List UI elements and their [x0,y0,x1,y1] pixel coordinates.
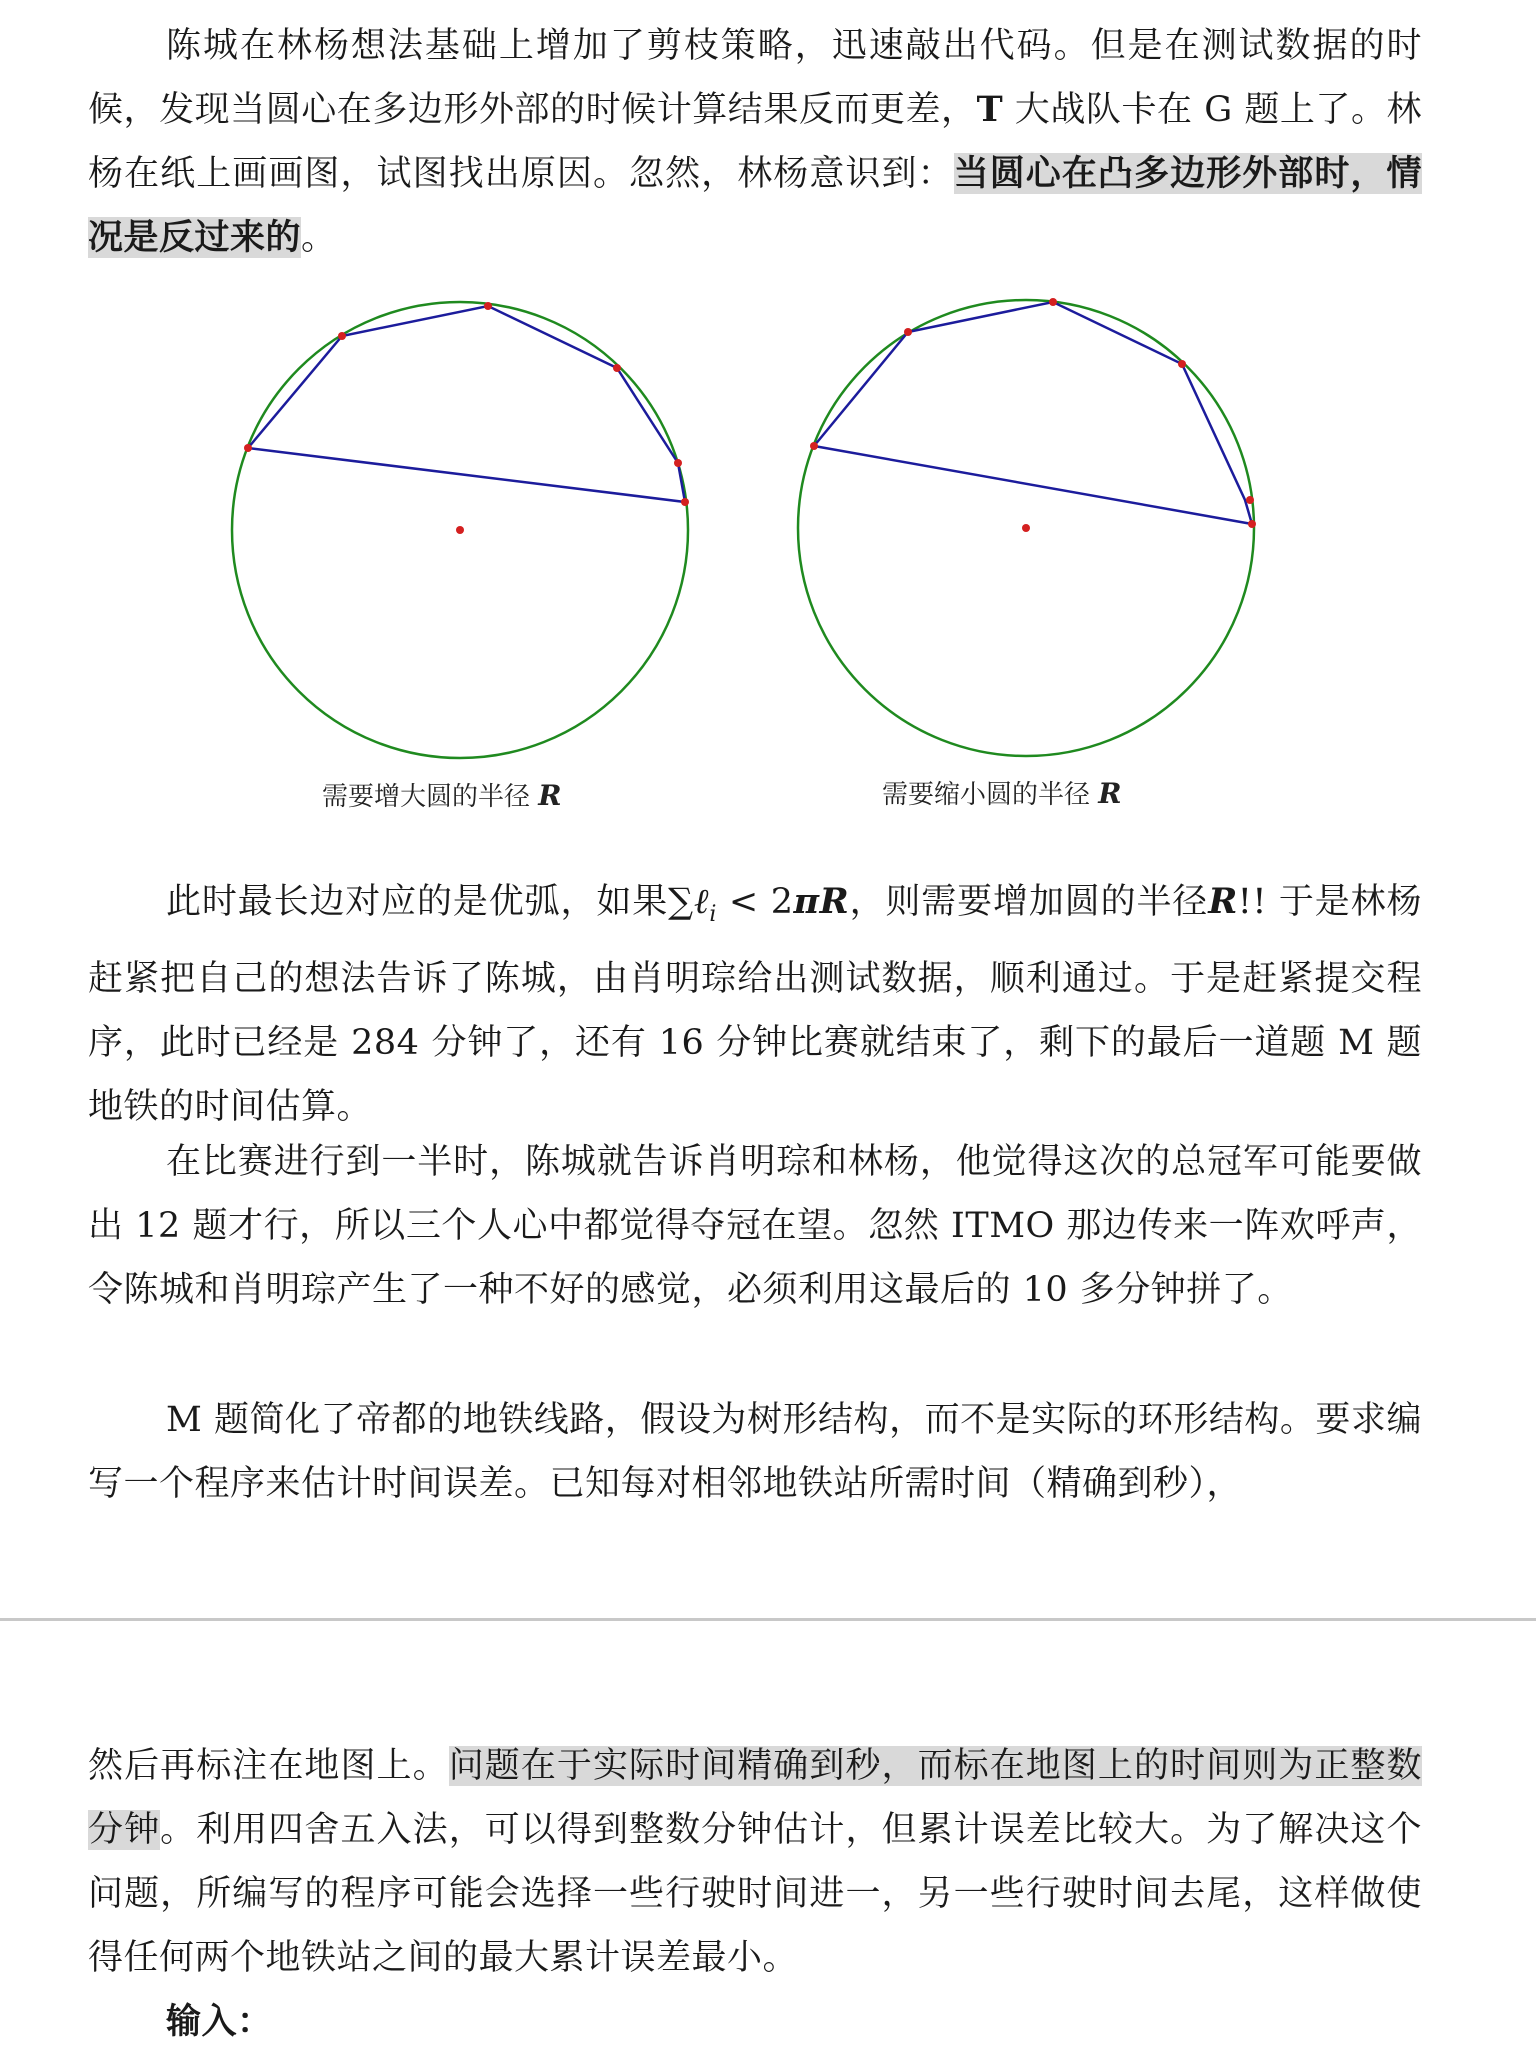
left-caption-radius: R [538,779,562,812]
formula-pi: π [793,881,820,922]
input-heading: 输入： [166,2001,273,2042]
right-center-point [1022,524,1030,532]
p1-bold-t: T [976,89,1004,130]
left-diagram [232,302,689,758]
p5-text-b: 。利用四舍五入法，可以得到整数分钟估计，但累计误差比较大。为了解决这个问题，所编写的程序可能会选择一些行驶时间进一，另一些行驶时间去尾，这样做使得任何两个地铁站之间的最大累计误差最小。 [88,1810,1422,1978]
left-caption [322,776,562,813]
p2-text-b: ，则需要增加圆的半径 [849,882,1209,922]
p5-text-a: 然后再标注在地图上。 [88,1746,449,1786]
formula-sum: ∑ℓ [668,882,710,922]
formula-lt: < 2 [716,882,794,922]
formula-sub: i [709,902,717,927]
right-vertex [1248,520,1256,528]
right-points [810,298,1256,532]
formula-r: R [819,881,850,922]
right-vertex [904,328,912,336]
paragraph-5 [88,1734,1422,1990]
right-polygon [814,302,1252,524]
p1-highlight: 当圆心在凸多边形外部时，情况是反过来的 [88,153,1422,258]
right-caption-radius: R [1098,777,1122,810]
right-vertex [1246,496,1254,504]
p2-text-a: 此时最长边对应的是优弧，如果 [166,882,669,922]
left-caption-text: 需要增大圆的半径 [322,782,531,812]
p2-text-c: !! 于是林杨赶紧把自己的想法告诉了陈城，由肖明琮给出测试数据，顺利通过。于是赶紧提交程序，此时已经是 284 分钟了，还有 16 分钟比赛就结束了，剩下的最后一道题 M 题地铁的时间估算。 [88,882,1422,1127]
right-vertex [810,442,818,450]
left-center-point [456,526,464,534]
circle-figure [0,286,1536,826]
right-caption [882,774,1122,811]
left-vertex [674,459,682,467]
p1-text-c: 。 [301,218,337,258]
p1-text-a: 陈城在林杨想法基础上增加了剪枝策略，迅速敲出代码。但是在测试数据的时候，发现当圆心在多边形外部的时候计算结果反而更差， [88,26,1422,130]
left-vertex [613,364,621,372]
paragraph-2 [88,870,1422,1139]
p5-highlight: 问题在于实际时间精确到秒，而标在地图上的时间则为正整数分钟 [88,1746,1422,1850]
right-caption-text: 需要缩小圆的半径 [882,780,1091,810]
page-divider [0,1618,1536,1621]
left-vertex [681,498,689,506]
paragraph-3: 在比赛进行到一半时，陈城就告诉肖明琮和林杨，他觉得这次的总冠军可能要做出 12 题才行，所以三个人心中都觉得夺冠在望。忽然 ITMO 那边传来一阵欢呼声，令陈城和肖明琮产生了一种不好的感觉，必须利用这最后的 10 多分钟拼了。 [88,1142,1422,1310]
right-diagram [798,298,1256,756]
right-vertex [1049,298,1057,306]
paragraph-1 [88,14,1422,270]
left-polygon [248,306,685,502]
p2-radius-r: R [1208,881,1238,922]
left-vertex [244,444,252,452]
left-points [244,302,689,534]
page-bottom [0,1624,1536,2048]
paragraph-4: M 题简化了帝都的地铁线路，假设为树形结构，而不是实际的环形结构。要求编写一个程序来估计时间误差。已知每对相邻地铁站所需时间（精确到秒）， [88,1400,1422,1504]
p1-text-b: 大战队卡在 G 题上了。林杨在纸上画画图，试图找出原因。忽然，林杨意识到： [88,90,1422,194]
figure-svg [0,286,1536,826]
left-vertex [484,302,492,310]
left-vertex [338,332,346,340]
right-vertex [1178,360,1186,368]
